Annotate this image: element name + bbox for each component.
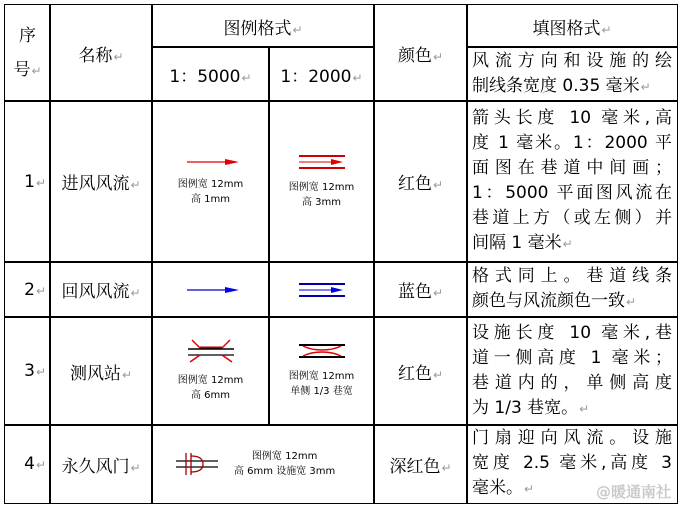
- row1-name: [49, 100, 153, 263]
- legend-text: 高 6mm 设施宽 3mm: [234, 466, 336, 477]
- row4-legend: [151, 424, 375, 504]
- header-seq: [4, 4, 51, 102]
- text-line: 风流方向和设施的绘: [472, 50, 672, 71]
- seq-text: 3 ↵: [24, 361, 46, 381]
- name-text: 测风站 ↵: [70, 359, 132, 384]
- row2-seq: [4, 261, 51, 318]
- text-line: 制线条宽度 0.35 毫米 ↵: [472, 74, 672, 100]
- name-text: 回风风流 ↵: [61, 277, 140, 302]
- text-line: 巷道上方（或左侧）并: [472, 208, 672, 228]
- row4-color: [373, 424, 468, 504]
- legend-text: 图例宽 12mm: [288, 181, 355, 193]
- seq-text: 1 ↵: [24, 172, 46, 192]
- row1-color: [373, 100, 468, 263]
- row1-legend-5000: [151, 100, 270, 263]
- text-line: 宽度 2.5 毫米,高度 3: [472, 453, 672, 473]
- return-airway-arrow-icon: [297, 282, 347, 298]
- header-name-text: 名称 ↵: [78, 41, 123, 66]
- legend-text: 高 1mm: [190, 193, 231, 205]
- intake-arrow-icon: [181, 157, 241, 167]
- row2-legend-2000: [268, 261, 375, 318]
- text-line: 道一侧高度 1 毫米；: [472, 347, 672, 368]
- legend-text: 图例宽 12mm: [288, 371, 355, 382]
- header-color: [373, 4, 468, 102]
- row3-seq: [4, 316, 51, 426]
- text-line: 颜色与风流颜色一致 ↵: [472, 289, 672, 315]
- name-text: 进风风流 ↵: [61, 169, 140, 194]
- measuring-station-icon: [186, 339, 236, 363]
- color-text: 红色 ↵: [398, 169, 443, 194]
- scale-5000-text: 1：5000 ↵: [169, 62, 251, 87]
- text-line: 门扇迎向风流。设施: [472, 428, 672, 448]
- header-fill-text: 填图格式 ↵: [532, 14, 611, 39]
- row3-name: [49, 316, 153, 426]
- header-legend: [151, 4, 375, 48]
- color-text: 深红色 ↵: [389, 452, 451, 477]
- seq-text: 4 ↵: [24, 454, 46, 474]
- scale-2000-text: 1：2000 ↵: [280, 62, 362, 87]
- text-line: 格式同上。巷道线条: [472, 266, 672, 286]
- permanent-door-icon: [176, 451, 220, 477]
- seq-text: 2 ↵: [24, 280, 46, 300]
- header-scale-2000: [268, 46, 375, 102]
- color-text: 蓝色 ↵: [398, 277, 443, 302]
- intake-airway-arrow-icon: [297, 154, 347, 170]
- legend-text: 高 3mm: [301, 196, 342, 208]
- row3-color: [373, 316, 468, 426]
- text-line: 为 1/3 巷宽。 ↵: [472, 396, 672, 422]
- text-line: 箭头长度 10 毫米,高: [472, 108, 672, 128]
- text-line: 设施长度 10 毫米,巷: [472, 322, 672, 343]
- header-seq-2: 号 ↵: [13, 53, 41, 88]
- row3-legend-2000: [268, 316, 375, 426]
- row4-name: [49, 424, 153, 504]
- row1-desc: [466, 100, 678, 263]
- header-scale-5000: [151, 46, 270, 102]
- legend-text: 图例宽 12mm: [177, 178, 244, 190]
- legend-text-block: [234, 449, 335, 479]
- text-line: 面图在巷道中间画；: [472, 158, 672, 178]
- text-line: 间隔 1 毫米 ↵: [472, 231, 672, 257]
- header-fill-note: [466, 46, 678, 102]
- name-text: 永久风门 ↵: [61, 452, 140, 477]
- row2-name: [49, 261, 153, 318]
- header-color-text: 颜色 ↵: [398, 41, 443, 66]
- row4-seq: [4, 424, 51, 504]
- color-text: 红色 ↵: [398, 359, 443, 384]
- measuring-station-airway-icon: [297, 343, 347, 359]
- header-name: [49, 4, 153, 102]
- return-arrow-icon: [181, 285, 241, 295]
- legend-text: 图例宽 12mm: [177, 375, 244, 386]
- legend-text: 单侧 1/3 巷宽: [290, 386, 353, 397]
- header-legend-text: 图例格式 ↵: [223, 14, 302, 39]
- legend-text: 高 6mm: [190, 390, 231, 401]
- header-fill: [466, 4, 678, 48]
- row1-legend-2000: [268, 100, 375, 263]
- legend-text: 图例宽 12mm: [251, 451, 318, 462]
- text-line: 毫米。 ↵: [472, 476, 672, 502]
- text-line: 巷道内的，单侧高度: [472, 372, 672, 393]
- row3-desc: [466, 316, 678, 426]
- row2-color: [373, 261, 468, 318]
- header-seq-1: 序: [19, 25, 36, 46]
- row3-legend-5000: [151, 316, 270, 426]
- watermark: @暖通南社: [595, 483, 671, 501]
- row2-desc: [466, 261, 678, 318]
- text-line: 1：5000 平面图风流在: [472, 183, 672, 203]
- row2-legend-5000: [151, 261, 270, 318]
- row1-seq: [4, 100, 51, 263]
- text-line: 度 1 毫米。1：2000 平: [472, 133, 672, 153]
